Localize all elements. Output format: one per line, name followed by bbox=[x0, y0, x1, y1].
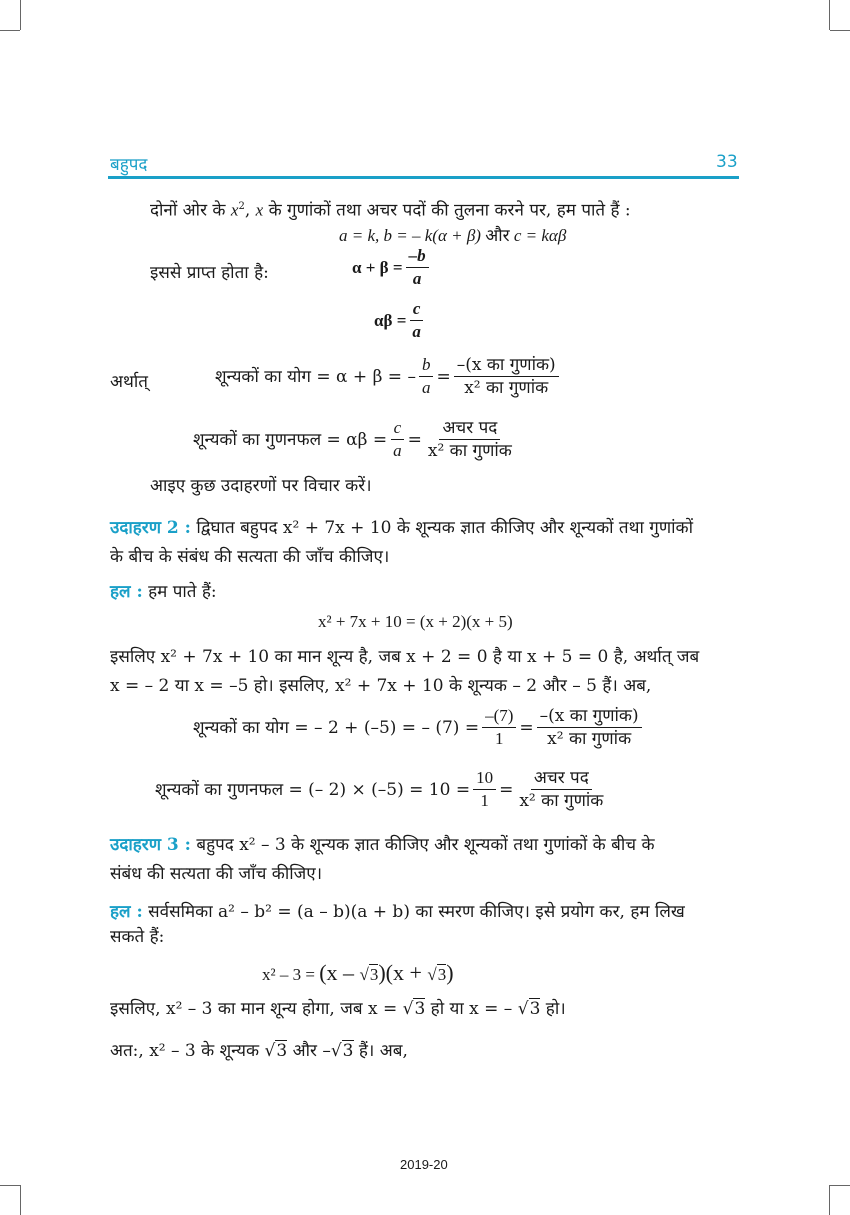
page-number: 33 bbox=[716, 152, 738, 172]
crop-mark bbox=[20, 1185, 21, 1215]
lets-consider-text: आइए कुछ उदाहरणों पर विचार करें। bbox=[150, 476, 372, 496]
factorization-equation: x² + 7x + 10 = (x + 2)(x + 5) bbox=[318, 612, 513, 631]
example-2-sum: शून्यकों का योग = – 2 + (–5) = – (7) = $\frac{-(7)}{1}$ = $\frac{\text{–(x का गुणांक)}}{\text{x² का गुणांक}}$ bbox=[193, 706, 645, 749]
example-2-para-1: इसलिए x² + 7x + 10 का मान शून्य है, जब x + 2 = 0 है या x + 5 = 0 है, अर्थात् जब bbox=[110, 647, 700, 667]
header-rule bbox=[108, 176, 739, 179]
example-3-line-2: संबंध की सत्यता की जाँच कीजिए। bbox=[110, 864, 323, 884]
obtained-label: इससे प्राप्त होता है: bbox=[150, 263, 269, 283]
product-of-zeroes-formula: शून्यकों का गुणनफल = αβ = $\frac{c}{a}$ = $\frac{\text{अचर पद}}{\text{x² का गुणांक}}$ bbox=[193, 418, 512, 461]
example-2-line-2: के बीच के संबंध की सत्यता की जाँच कीजिए। bbox=[110, 547, 390, 567]
sum-relation: α + β = $\frac{-b}{a}$ bbox=[352, 246, 432, 289]
example-3-solution-cont: सकते हैं: bbox=[110, 927, 165, 947]
example-3-solution: हल : सर्वसमिका a² – b² = (a – b)(a + b) का स्मरण कीजिए। इसे प्रयोग कर, हम लिख bbox=[110, 902, 685, 922]
crop-mark bbox=[0, 30, 20, 31]
example-3-para-1: इसलिए, x² – 3 का मान शून्य होगा, जब x = √3 हो या x = – √3 हो। bbox=[110, 999, 566, 1019]
example-2-product: शून्यकों का गुणनफल = (– 2) × (–5) = 10 = $\frac{10}{1}$ = $\frac{\text{अचर पद}}{\text{x² का गुणांक}}$ bbox=[155, 768, 604, 811]
product-relation: αβ = $\frac{c}{a}$ bbox=[374, 299, 427, 342]
coefficient-equation: a = k, b = – k(α + β) और c = kαβ bbox=[339, 226, 567, 246]
example-3-line-1: उदाहरण 3 : बहुपद x² – 3 के शून्यक ज्ञात कीजिए और शून्यकों तथा गुणांकों के बीच के bbox=[110, 835, 655, 855]
example-2-line-1: उदाहरण 2 : द्विघात बहुपद x² + 7x + 10 के शून्यक ज्ञात कीजिए और शून्यकों तथा गुणांकों bbox=[110, 518, 694, 538]
example-2-solution: हल : हम पाते हैं: bbox=[110, 582, 217, 602]
crop-mark bbox=[830, 1185, 850, 1186]
crop-mark bbox=[0, 1185, 20, 1186]
footer-year: 2019-20 bbox=[400, 1157, 448, 1172]
crop-mark bbox=[829, 1185, 830, 1215]
chapter-title: बहुपद bbox=[110, 155, 148, 175]
comparison-line: दोनों ओर के $x^2$, x के गुणांकों तथा अचर पदों की तुलना करने पर, हम पाते हैं : bbox=[150, 200, 631, 221]
sum-of-zeroes-formula: शून्यकों का योग = α + β = – $\frac{b}{a}$ = $\frac{\text{–(x का गुणांक)}}{\text{x² का गुणांक}}$ bbox=[215, 355, 562, 398]
crop-mark bbox=[830, 30, 850, 31]
crop-mark bbox=[829, 0, 830, 30]
difference-of-squares: x² – 3 = (x – √3)(x + √3) bbox=[262, 960, 454, 985]
example-2-para-2: x = – 2 या x = –5 हो। इसलिए, x² + 7x + 10 के शून्यक – 2 और – 5 हैं। अब, bbox=[110, 676, 652, 696]
crop-mark bbox=[20, 0, 21, 30]
example-3-para-2: अत:, x² – 3 के शून्यक √3 और –√3 हैं। अब, bbox=[110, 1041, 408, 1061]
that-is-label: अर्थात् bbox=[110, 372, 148, 392]
